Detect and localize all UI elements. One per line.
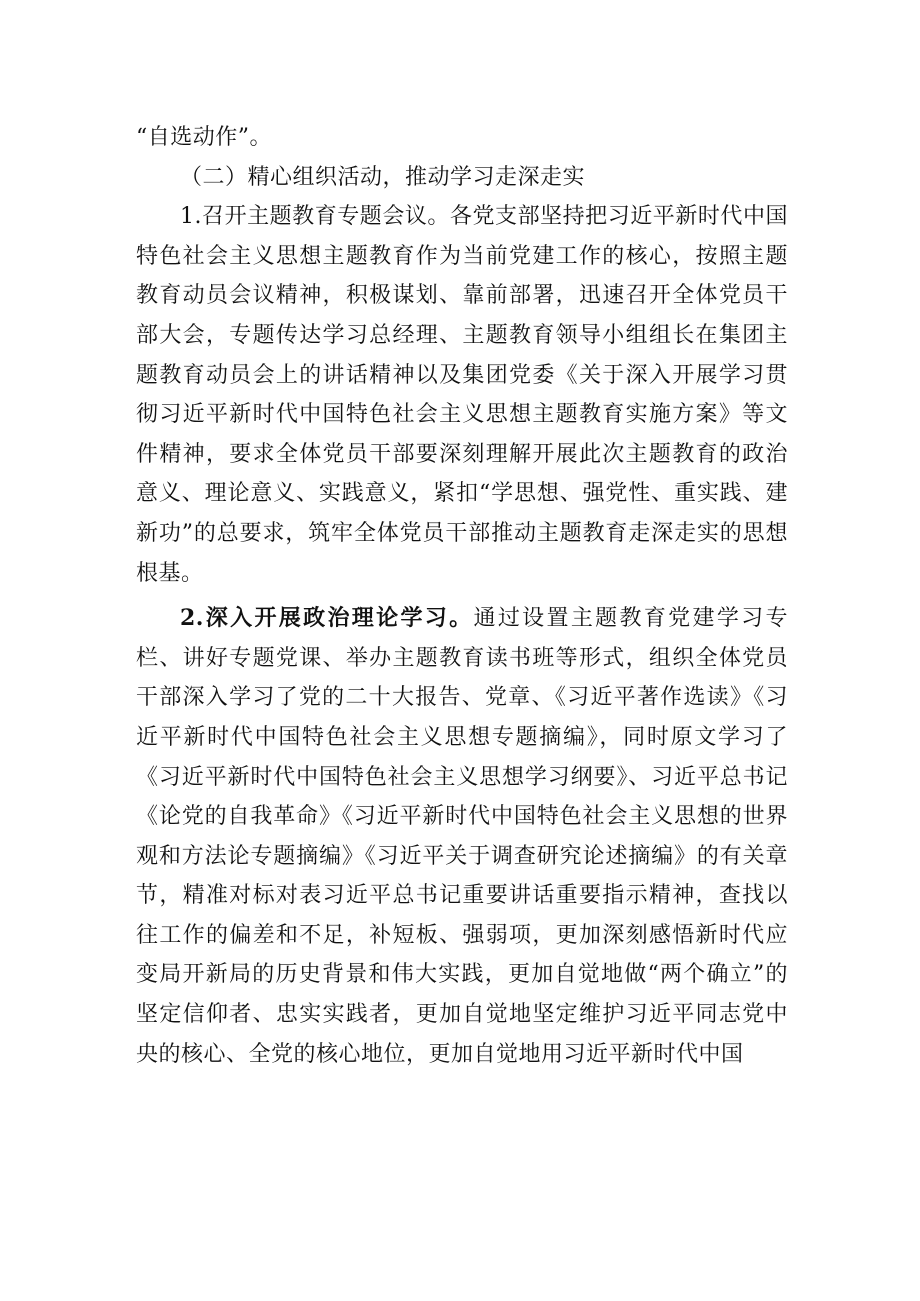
paragraph-1-lead: 1.召开主题教育专题会议。 [180,204,450,230]
document-body [136,118,788,1074]
paragraph-1 [136,197,788,593]
paragraph-2 [136,599,788,1074]
continuation-text: “自选动作”。 [136,125,272,150]
paragraph-1-body: 各党支部坚持把习近平新时代中国特色社会主义思想主题教育作为当前党建工作的核心，按照主题教育动员会议精神，积极谋划、靠前部署，迅速召开全体党员干部大会，专题传达学习总经理、主题教育领导小组组长在集团主题教育动员会上的讲话精神以及集团党委《关于深入开展学习贯彻习近平新时代中国特色社会主义思想主题教育实施方案》等文件精神，要求全体党员干部要深刻理解开展此次主题教育的政治意义、理论意义、实践意义，紧扣“学思想、强党性、重实践、建新功”的总要求，筑牢全体党员干部推动主题教育走深走实的思想根基。 [136,204,788,586]
paragraph-2-lead: 2.深入开展政治理论学习。 [180,605,474,632]
section-heading: （二）精心组织活动，推动学习走深走实 [180,164,586,190]
paragraph-2-body: 通过设置主题教育党建学习专栏、讲好专题党课、举办主题教育读书班等形式，组织全体党员干部深入学习了党的二十大报告、党章、《习近平著作选读》《习近平新时代中国特色社会主义思想专题摘编》，同时原文学习了《习近平新时代中国特色社会主义思想学习纲要》、习近平总书记《论党的自我革命》《习近平新时代中国特色社会主义思想的世界观和方法论专题摘编》《习近平关于调查研究论述摘编》的有关章节，精准对标对表习近平总书记重要讲话重要指示精神，查找以往工作的偏差和不足，补短板、强弱项，更加深刻感悟新时代应变局开新局的历史背景和伟大实践，更加自觉地做“两个确立”的坚定信仰者、忠实实践者，更加自觉地坚定维护习近平同志党中央的核心、全党的核心地位，更加自觉地用习近平新时代中国 [136,606,788,1067]
